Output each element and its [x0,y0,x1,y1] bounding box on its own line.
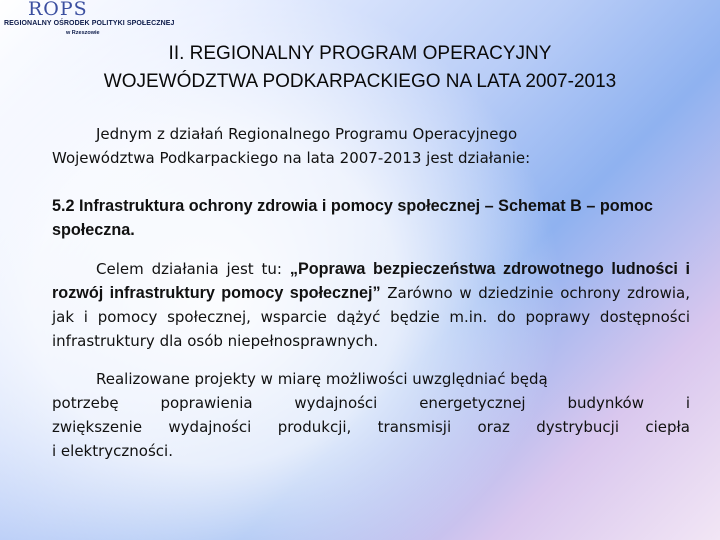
title-line-2: WOJEWÓDZTWA PODKARPACKIEGO NA LATA 2007-2013 [103,71,617,92]
projects-line-4: i elektryczności. [52,442,173,460]
logo-mark: ROPS [28,0,88,20]
intro-line-2: Województwa Podkarpackiego na lata 2007-2013 jest działanie: [52,149,531,167]
rops-logo [4,0,175,42]
projects-paragraph [52,367,690,463]
goal-prefix: Celem działania jest tu: [96,260,290,278]
logo-org-name: REGIONALNY OŚRODEK POLITYKI SPOŁECZNEJ [4,20,175,27]
logo-city: w Rzeszowie [66,30,100,36]
goal-rest: Zarówno w dziedzinie ochrony zdrowia, jak i pomocy społecznej, wsparcie dążyć będzie m.in. do poprawy dostępności infrastruktury dla osób niepełnosprawnych. [52,284,690,350]
title-line-1: II. REGIONALNY PROGRAM OPERACYJNY [168,43,552,64]
goal-paragraph [52,257,690,353]
projects-line-1: Realizowane projekty w miarę możliwości uwzględniać będą [96,370,548,388]
projects-line-3: zwiększenie wydajności produkcji, transmisji oraz dystrybucji ciepła [52,418,690,436]
slide-content [52,122,690,463]
intro-line-1: Jednym z działań Regionalnego Programu Operacyjnego [96,125,518,143]
measure-heading: 5.2 Infrastruktura ochrony zdrowia i pomocy społecznej – Schemat B – pomoc społeczna. [52,197,653,239]
slide-title [0,40,720,96]
goal-bold: „Poprawa bezpieczeństwa zdrowotnego ludności i rozwój infrastruktury pomocy społecznej” [52,260,690,302]
intro-paragraph [52,122,690,170]
projects-line-2: potrzebę poprawienia wydajności energetycznej budynków i [52,394,690,412]
